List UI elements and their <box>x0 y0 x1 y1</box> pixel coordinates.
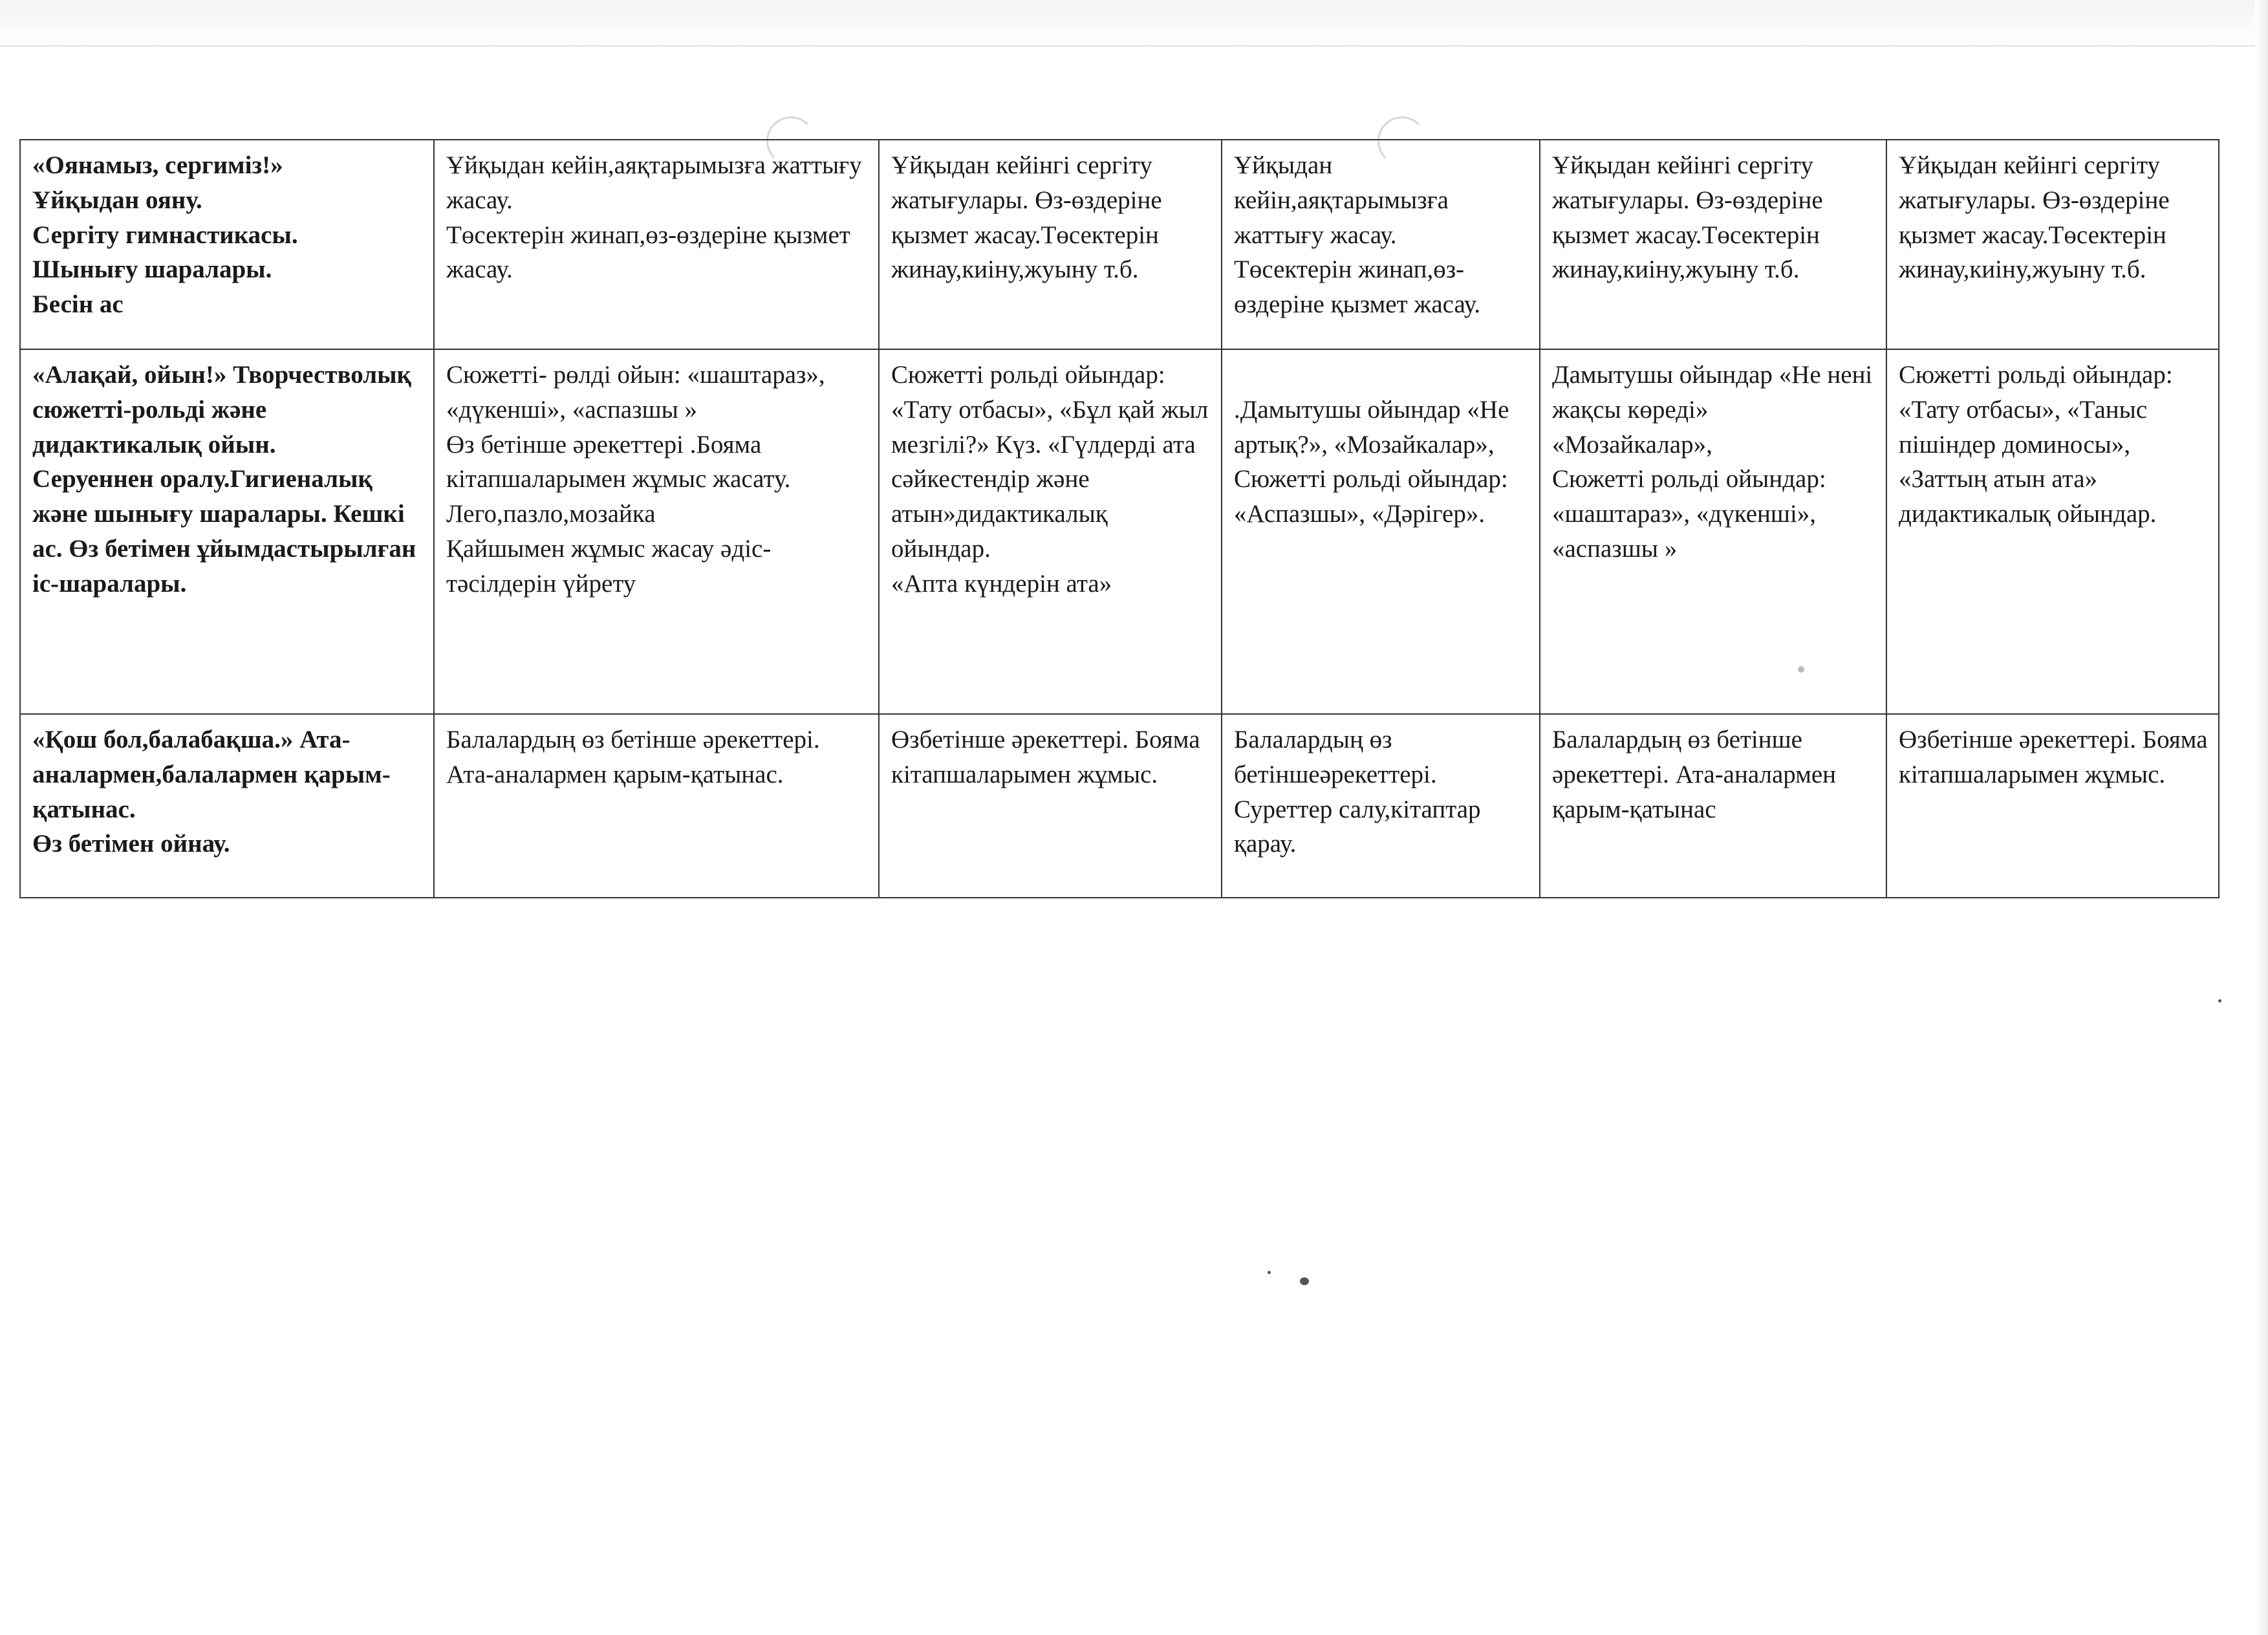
scan-speck <box>2218 999 2221 1002</box>
table-row <box>20 714 2219 898</box>
table-cell: Балалардың өз бетіншеәрекеттері. Суреттер салу,кітаптар қарау. <box>1222 714 1540 898</box>
table-cell: Сюжетті рольді ойындар: «Тату отбасы», «Бұл қай жыл мезгілі?» Күз. «Гүлдерді ата сәйкестендір және атын»дидактикалық ойындар. «Апта күндерін ата» <box>879 349 1222 714</box>
daily-plan-table <box>19 139 2219 898</box>
table-cell: Ұйқыдан кейінгі сергіту жатығулары. Өз-өздеріне қызмет жасау.Төсектерін жинау,киіну,жуыну т.б. <box>1540 140 1886 349</box>
table-cell: Өзбетінше әрекеттері. Бояма кітапшаларымен жұмыс. <box>879 714 1222 898</box>
scan-speck <box>1798 666 1804 673</box>
scan-speck <box>1300 1277 1309 1285</box>
table-cell: .Дамытушы ойындар «Не артық?», «Мозайкалар», Сюжетті рольді ойындар: «Аспазшы», «Дәрігер». <box>1222 349 1540 714</box>
table-cell: Дамытушы ойындар «Не нені жақсы көреді» «Мозайкалар», Сюжетті рольді ойындар: «шаштараз», «дүкенші», «аспазшы » <box>1540 349 1886 714</box>
table-cell: Ұйқыдан кейінгі сергіту жатығулары. Өз-өздеріне қызмет жасау.Төсектерін жинау,киіну,жуыну т.б. <box>879 140 1222 349</box>
table-cell: Сюжетті- рөлді ойын: «шаштараз», «дүкенші», «аспазшы » Өз бетінше әрекеттері .Бояма кітапшаларымен жұмыс жасату. Лего,пазло,мозайка Қайшымен жұмыс жасау әдіс-тәсілдерін үйрету <box>434 349 879 714</box>
table-cell: Балалардың өз бетінше әрекеттері. Ата-аналармен қарым-қатынас. <box>434 714 879 898</box>
table-row <box>20 140 2219 349</box>
row-heading-cell: «Алақай, ойын!» Творчестволық сюжетті-рольді және дидактикалық ойын. Серуеннен оралу.Гигиеналық және шынығу шаралары. Кешкі ас. Өз бетімен ұйымдастырылған іс-шаралары. <box>20 349 434 714</box>
table-cell: Өзбетінше әрекеттері. Бояма кітапшаларымен жұмыс. <box>1886 714 2219 898</box>
scan-edge-top <box>0 0 2268 47</box>
table-cell: Ұйқыдан кейін,аяқтарымызға жаттығу жасау. Төсектерін жинап,өз-өздеріне қызмет жасау. <box>1222 140 1540 349</box>
row-heading-cell: «Қош бол,балабақша.» Ата-аналармен,балалармен қарым-қатынас. Өз бетімен ойнау. <box>20 714 434 898</box>
table-cell: Сюжетті рольді ойындар: «Тату отбасы», «Таныс пішіндер доминосы», «Заттың атын ата» дидактикалық ойындар. <box>1886 349 2219 714</box>
row-heading-cell: «Оянамыз, сергиміз!» Ұйқыдан ояну. Сергіту гимнастикасы. Шынығу шаралары. Бесін ас <box>20 140 434 349</box>
table-cell: Ұйқыдан кейінгі сергіту жатығулары. Өз-өздеріне қызмет жасау.Төсектерін жинау,киіну,жуыну т.б. <box>1886 140 2219 349</box>
table-cell: Балалардың өз бетінше әрекеттері. Ата-аналармен қарым-қатынас <box>1540 714 1886 898</box>
scan-speck <box>1268 1271 1271 1274</box>
table-row <box>20 349 2219 714</box>
scan-edge-right <box>2255 0 2268 1635</box>
table-cell: Ұйқыдан кейін,аяқтарымызға жаттығу жасау. Төсектерін жинап,өз-өздеріне қызмет жасау. <box>434 140 879 349</box>
